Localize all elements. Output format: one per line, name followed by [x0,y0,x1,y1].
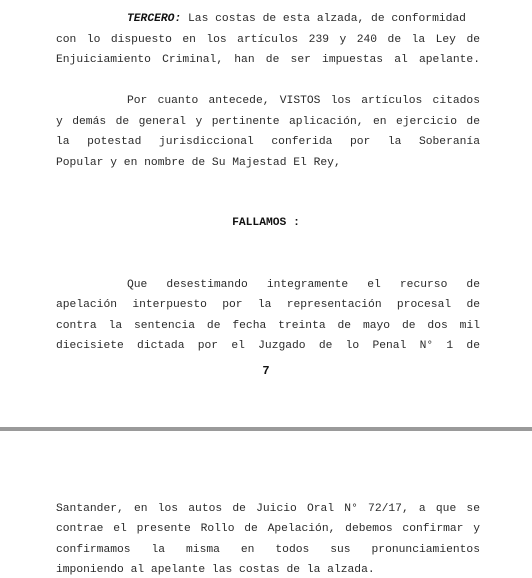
page-separator [0,427,532,431]
paragraph-vistos-line-4: Popular y en nombre de Su Majestad El Rey, [56,157,341,169]
paragraph-tercero-line-1: TERCERO: Las costas de esta alzada, de conformidad [127,13,466,25]
tercero-label: TERCERO: [127,13,182,25]
paragraph-tercero-line-2: con lo dispuesto en los artículos 239 y 240 de la Ley de [56,34,480,46]
heading-fallamos: FALLAMOS : [232,217,300,229]
paragraph-santander-line-3: confirmamos la misma en todos sus pronunciamientos [56,544,480,556]
paragraph-vistos-line-1: Por cuanto antecede, VISTOS los artículos citados [127,95,480,107]
paragraph-vistos-line-3: la potestad jurisdiccional conferida por la Soberanía [56,136,480,148]
paragraph-tercero-line-3: Enjuiciamiento Criminal, han de ser impuestas al apelante. [56,54,480,66]
paragraph-santander-line-2: contrae el presente Rollo de Apelación, debemos confirmar y [56,523,480,535]
paragraph-vistos-line-2: y demás de general y pertinente aplicación, en ejercicio de [56,116,480,128]
page-number: 7 [262,364,270,378]
paragraph-fallo-line-1: Que desestimando integramente el recurso de [127,279,480,291]
paragraph-santander-line-4: imponiendo al apelante las costas de la alzada. [56,564,375,576]
paragraph-fallo-line-4: diecisiete dictada por el Juzgado de lo Penal N° 1 de [56,340,480,352]
paragraph-santander-line-1: Santander, en los autos de Juicio Oral N° 72/17, a que se [56,503,480,515]
paragraph-fallo-line-3: contra la sentencia de fecha treinta de mayo de dos mil [56,320,480,332]
paragraph-fallo-line-2: apelación interpuesto por la representación procesal de [56,299,480,311]
